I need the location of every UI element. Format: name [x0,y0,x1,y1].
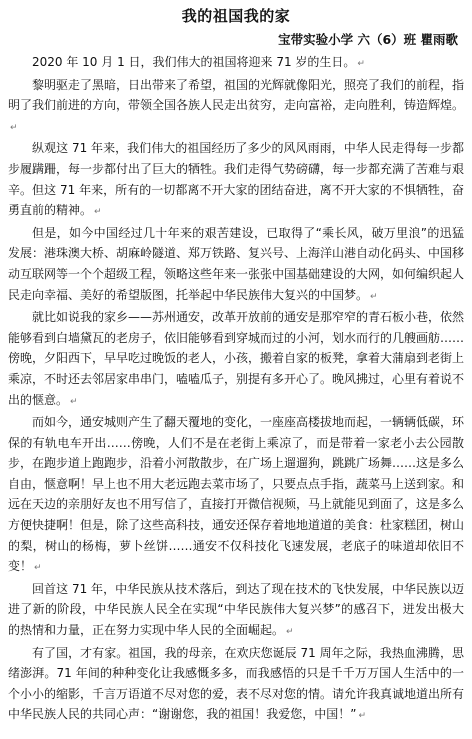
paragraph [8,643,464,727]
paragraph [8,412,464,579]
paragraph-mark-icon: ↵ [370,291,378,302]
paragraph-text: 黎明驱走了黑暗，日出带来了希望，祖国的光辉就像阳光，照亮了我们的前程，指明了我们前进的方向，带领全国各族人民走出贫穷，走向富裕，走向胜利，铸造辉煌。 [8,77,465,113]
paragraph-text: 2020 年 10 月 1 日，我们伟大的祖国将迎来 71 岁的生日。 [32,55,356,69]
paragraph-text: 而如今，通安城则产生了翻天覆地的变化，一座座高楼拔地而起，一辆辆低碳，环保的有轨电车开出……傍晚，人们不是在老街上乘凉了，而是带着一家老小去公园散步，在跑步道上跑跑步，沿着小河散散步，在广场上遛遛狗，跳跳广场舞……这是多么自由，惬意啊！早上也不用大老远跑去菜市场了，只要点点手指，蔬菜马上送到家。和远在天边的亲朋好友也不用写信了，直接打开微信视频，马上就能见到面了，这是多么方便快捷啊！但是，除了这些高科技，通安还保存着地地道道的美食：杜家糕团，树山的梨，树山的杨梅，萝卜丝饼……通安不仅科技化飞速发展，老底子的味道却依旧不变！ [8,415,465,574]
paragraph-mark-icon: ↵ [94,207,102,218]
paragraph [8,579,464,643]
author-byline: 宝带实验小学 六（6）班 瞿雨歌 [278,32,458,47]
paragraph-mark-icon: ↵ [357,59,365,69]
paragraph-mark-icon: ↵ [10,122,18,133]
paragraph-text: 回首这 71 年，中华民族从技术落后，到达了现在技术的飞快发展，中华民族以迈进了新的阶段，中华民族人民全在实现“中华民族伟大复兴梦”的感召下，迸发出极大的热情和力量，正在努力实现中华人民的全面崛起。 [8,581,464,638]
paragraph-mark-icon: ↵ [34,563,42,574]
paragraph-mark-icon: ↵ [70,396,78,407]
paragraph [8,223,464,307]
paragraph-text: 纵观这 71 年来，我们伟大的祖国经历了多少的风风雨雨，中华人民走得每一步都步履蹒跚，每一步都付出了巨大的牺牲。我们走得气势磅礴，每一步都充满了苦难与艰辛。但这 71 年来，所有的一切都离不开大家的团结奋进，离不开大家的不惧牺牲，奋勇直前的精神。 [8,141,465,218]
document-page [8,0,464,739]
paragraph-text: 但是，如今中国经过几十年来的艰苦建设，已取得了“乘长风，破万里浪”的迅猛发展：港珠澳大桥、胡麻岭隧道、郑万铁路、复兴号、上海洋山港自动化码头、中国移动互联网等一个个超级工程，领略这些年来一张张中国基础建设的大网，如何编织起人民走向幸福、美好的希望版图，托举起中华民族伟大复兴的中国梦。 [8,225,465,302]
paragraph [8,307,464,412]
paragraph-mark-icon: ↵ [286,627,294,638]
paragraph [8,52,464,75]
paragraph-mark-icon: ↵ [358,711,366,722]
paragraph-text: 有了国，才有家。祖国，我的母亲，在欢庆您诞辰 71 周年之际，我热血沸腾，思绪澎湃。71 年间的种种变化让我感慨多多，而我感悟的只是千千万万国人生活中的一个小小的缩影，千言万语道不尽对您的爱，表不尽对您的情。请允许我真诚地道出所有中华民族人民的共同心声：“谢谢您，我的祖国！我爱您，中国！” [8,645,465,722]
paragraph [8,75,464,139]
paragraph-text: 就比如说我的家乡——苏州通安，改革开放前的通安是那窄窄的青石板小巷，依然能够看到白墙黛瓦的老房子，依旧能够看到穿城而过的小河，划水而行的几艘画舫……傍晚，夕阳西下，早早吃过晚饭的老人，小孩，搬着自家的板凳，拿着大蒲扇到老街上乘凉，不时还去邻居家串串门，嗑嗑瓜子，别提有多开心了。晚风拂过，心里有着说不出的惬意。 [8,310,465,407]
document-body [8,52,464,727]
document-title: 我的祖国我的家 [181,7,291,25]
paragraph [8,138,464,222]
